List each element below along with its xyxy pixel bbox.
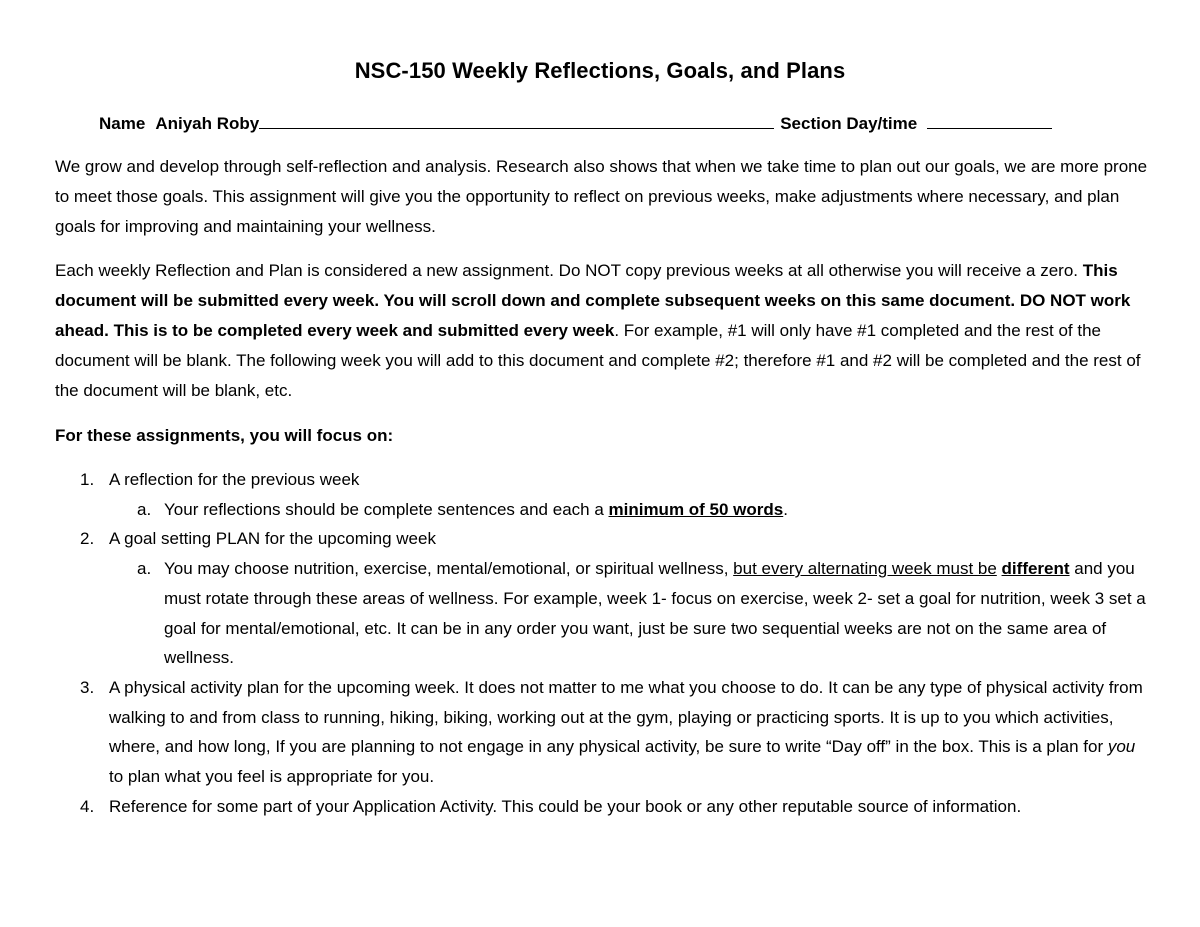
list-number-4: 4. bbox=[80, 796, 95, 816]
section-label: Section Day/time bbox=[780, 114, 918, 133]
instructions-paragraph bbox=[55, 256, 1150, 406]
focus-list bbox=[55, 465, 1150, 821]
list-item-2a-different: different bbox=[1001, 559, 1070, 579]
list-item-2-text: A goal setting PLAN for the upcoming week bbox=[109, 529, 436, 549]
list-item-2 bbox=[55, 524, 1150, 673]
name-value: Aniyah Roby bbox=[155, 114, 260, 133]
name-section-line bbox=[99, 110, 1109, 134]
list-item-1 bbox=[55, 465, 1150, 524]
list-letter-2a: a. bbox=[137, 559, 152, 579]
list-number-2: 2. bbox=[80, 529, 95, 549]
list-item-1a-text: Your reflections should be complete sentences and each a bbox=[164, 499, 609, 519]
list-item-1a-end: . bbox=[783, 499, 788, 519]
intro-paragraph: We grow and develop through self-reflection and analysis. Research also shows that when we take time to plan out our goals, we are more prone to meet those goals. This assignment will give you the opportunity to reflect on previous weeks, make adjustments where necessary, and plan goals for improving and maintaining your wellness. bbox=[55, 157, 1148, 236]
list-item-2a bbox=[55, 554, 1150, 673]
instructions-bold: This document will be submitted every week. You will scroll down and complete subsequent weeks on this same document. DO NOT work ahead. This is to be completed every week and submitted every week bbox=[55, 261, 1131, 340]
name-label: Name bbox=[99, 114, 146, 133]
focus-heading: For these assignments, you will focus on: bbox=[55, 426, 394, 445]
instructions-part3: . For example, #1 will only have #1 completed and the rest of the document will be blank. The following week you will add to this document and complete #2; therefore #1 and #2 will be completed and the rest of the document will be blank, etc. bbox=[55, 321, 1141, 400]
list-item-3-text: A physical activity plan for the upcoming week. It does not matter to me what you choose to do. It can be any type of physical activity from walking to and from class to running, hiking, biking, working out at the gym, playing or practicing sports. It is up to you which activities, where, and how long, If you are planning to not engage in any physical activity, be sure to write “Day off” in the box. This is a plan for bbox=[109, 677, 1143, 757]
list-item-2a-rest: and you must rotate through these areas of wellness. For example, week 1- focus on exercise, week 2- set a goal for nutrition, week 3 set a goal for mental/emotional, etc. It can be in any order you want, just be sure two sequential weeks are not on the same area of wellness. bbox=[164, 559, 1146, 668]
list-item-2a-underline: but every alternating week must be bbox=[733, 559, 997, 579]
list-letter-1a: a. bbox=[137, 499, 152, 519]
list-number-3: 3. bbox=[80, 677, 95, 697]
list-item-3 bbox=[55, 673, 1150, 792]
list-item-4-text: Reference for some part of your Application Activity. This could be your book or any other reputable source of information. bbox=[109, 796, 1022, 816]
document-title: NSC-150 Weekly Reflections, Goals, and Plans bbox=[354, 58, 846, 83]
instructions-part1: Each weekly Reflection and Plan is considered a new assignment. Do NOT copy previous weeks at all otherwise you will receive a zero. bbox=[55, 261, 1083, 280]
list-item-3-end: to plan what you feel is appropriate for you. bbox=[109, 767, 435, 787]
list-item-2a-text: You may choose nutrition, exercise, mental/emotional, or spiritual wellness, bbox=[164, 559, 734, 579]
list-item-3-italic: you bbox=[1107, 737, 1136, 757]
list-number-1: 1. bbox=[80, 470, 95, 489]
list-item-1a bbox=[55, 495, 1150, 525]
name-blank-line bbox=[259, 110, 774, 129]
list-item-1-text: A reflection for the previous week bbox=[109, 470, 360, 489]
section-blank-line bbox=[927, 110, 1052, 129]
list-item-1a-emphasis: minimum of 50 words bbox=[608, 499, 784, 519]
list-item-4 bbox=[55, 792, 1150, 822]
